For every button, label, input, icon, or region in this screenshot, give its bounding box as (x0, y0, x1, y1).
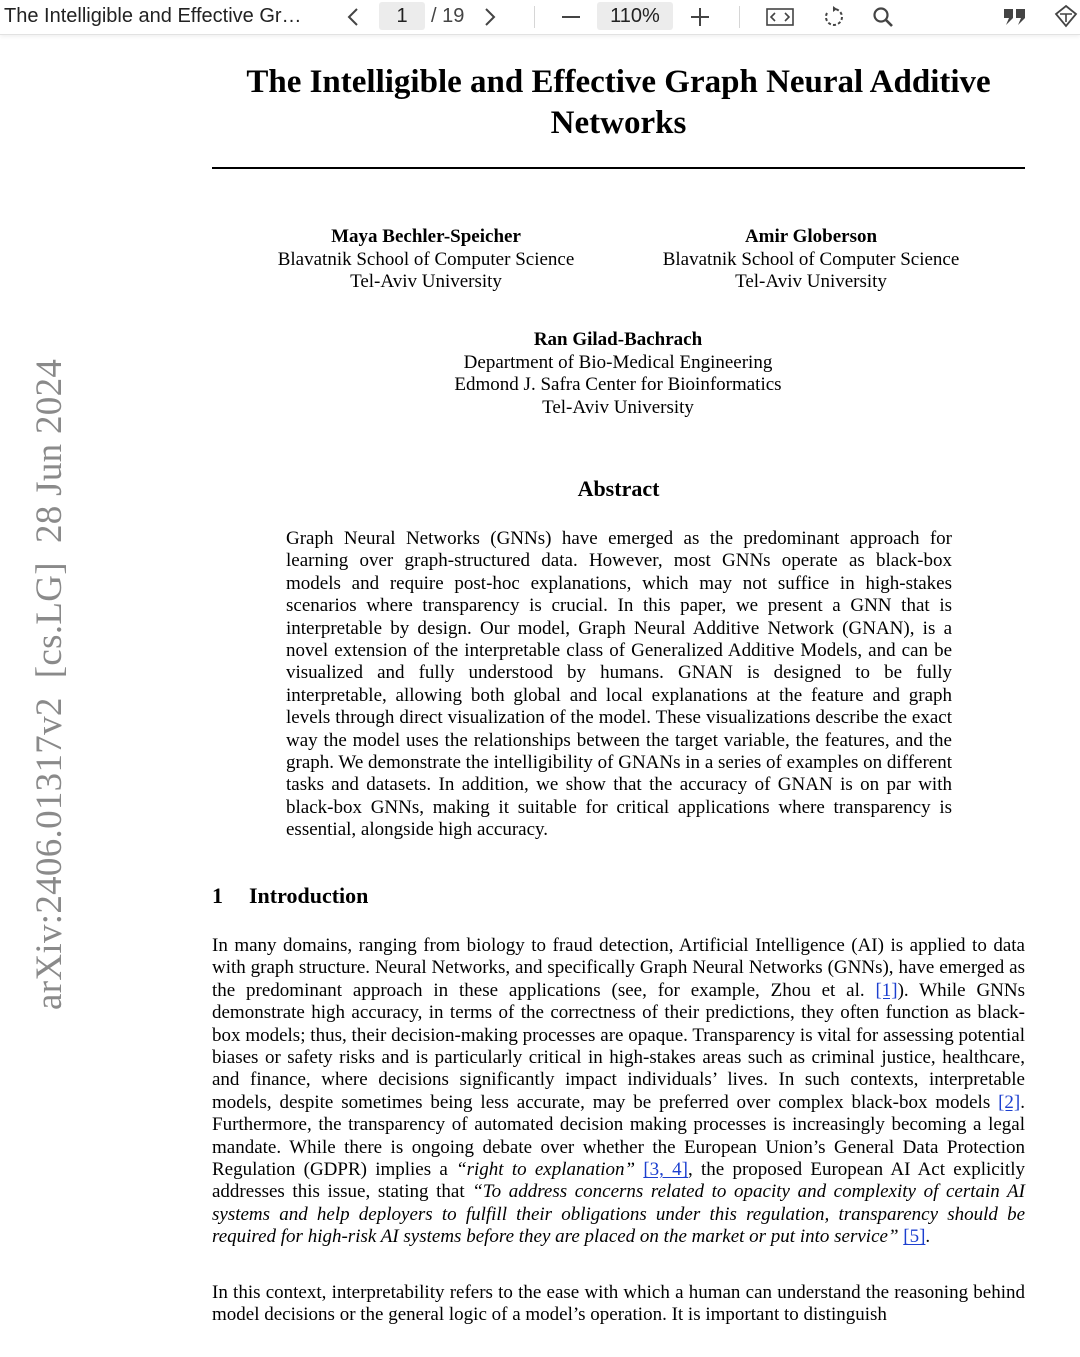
author-affiliation: Department of Bio-Medical Engineering (463, 351, 773, 373)
page-number-input[interactable] (379, 2, 425, 30)
author-name: Amir Globerson (744, 226, 878, 247)
fit-page-button[interactable] (766, 3, 794, 31)
author-name: Ran Gilad-Bachrach (533, 329, 703, 350)
paragraph-text: ). While GNNs demonstrate high accuracy, in terms of the correctness of their predictions, they often function as black-box models; thus, their decision-making processes are opaque. Transparency is vital for assessing potential biases or safety risks and is particularly critical in high-stakes areas such as criminal justice, healthcare, and finance, where decisions significantly impact individuals’ lives. In such contexts, interpretable models, despite sometimes being less accurate, may be preferred over complex black-box models (212, 979, 1026, 1113)
intro-paragraph: In this context, interpretability refers to the ease with which a human can understand the reasoning behind model decisions or the general logic of a model’s operation. It is important to distinguish (212, 1282, 1025, 1326)
section-number: 1 (212, 883, 223, 908)
page-total: / 19 (431, 5, 465, 27)
toolbar-divider (534, 6, 535, 28)
author-affiliation: Blavatnik School of Computer Science (662, 248, 960, 270)
paragraph-text: . Furthermore, the transparency of automated decision making processes is increasingly becoming a legal mandate. While there is ongoing debate over whether the European Union’s General Data Protection Regulation (GDPR) implies a (212, 1091, 1025, 1181)
citation-link[interactable]: [1] (875, 979, 898, 1001)
annotate-icon (1054, 4, 1078, 30)
comment-icon (1003, 7, 1027, 27)
quoted-phrase: “right to explanation” (456, 1159, 636, 1181)
search-button[interactable] (869, 3, 897, 31)
intro-paragraph (212, 935, 1025, 1249)
author-affiliation: Tel-Aviv University (735, 271, 887, 292)
author-affiliation: Edmond J. Safra Center for Bioinformatics (454, 374, 782, 395)
author-affiliation: Tel-Aviv University (542, 396, 694, 418)
abstract-text: Graph Neural Networks (GNNs) have emerged as the predominant approach for learning over graph-structured data. However, most GNNs operate as black-box models and require post-hoc explanations, which may not suffice in high-stakes scenarios where transparency is crucial. In this paper, we present a GNN that is interpretable by design. Our model, Graph Neural Additive Network (GNAN), is a novel extension of the interpretable class of Generalized Additive Models, and can be visualized and fully understood by humans. GNAN is designed to be fully interpretable, allowing both global and local explanations at the feature and graph levels through direct visualization of the model. These visualizations describe the exact way the model uses the relationships between the target variable, the features, and the graph. We demonstrate the intelligibility of GNANs in a series of examples on different tasks and datasets. In addition, we show that the accuracy of GNAN is on par with black-box GNNs, making it suitable for critical applications where transparency is essential, alongside high accuracy. (286, 528, 952, 841)
author-name: Maya Bechler-Speicher (331, 226, 521, 247)
rotate-button[interactable] (819, 3, 847, 31)
citation-link[interactable]: [2] (998, 1091, 1021, 1113)
rotate-icon (821, 5, 845, 29)
toolbar-divider (739, 6, 740, 28)
zoom-out-button[interactable] (557, 3, 585, 31)
author-affiliation: Tel-Aviv University (350, 271, 502, 292)
zoom-in-icon (689, 6, 711, 28)
author-block (236, 226, 616, 294)
paper-title: The Intelligible and Effective Graph Neural Additive Networks (246, 64, 991, 141)
zoom-in-button[interactable] (686, 3, 714, 31)
section-heading (212, 883, 368, 909)
zoom-level[interactable]: 110% (597, 2, 673, 30)
author-block (621, 226, 1001, 294)
paragraph-text: , the proposed European AI Act explicitly addresses this issue, stating that (212, 1159, 1026, 1203)
author-block (368, 329, 868, 419)
section-title: Introduction (249, 883, 369, 908)
next-page-button[interactable] (476, 3, 504, 31)
title-rule (212, 167, 1025, 169)
document-title: The Intelligible and Effective Gr… (4, 5, 302, 27)
fit-page-icon (766, 7, 794, 27)
citation-link[interactable]: [3, 4] (643, 1159, 689, 1181)
viewer-toolbar (0, 0, 1080, 35)
paragraph-text: In many domains, ranging from biology to fraud detection, Artificial Intelligence (AI) is applied to data with graph structure. Neural Networks, and specifically Graph Neural Networks (GNNs), have emerged as the predominant approach in these applications (see, for example, Zhou et al. (212, 935, 1025, 1001)
previous-page-button[interactable] (339, 3, 367, 31)
annotate-button[interactable] (1052, 3, 1080, 31)
chevron-right-icon (483, 7, 497, 27)
comment-button[interactable] (1001, 3, 1029, 31)
chevron-left-icon (346, 7, 360, 27)
zoom-out-icon (560, 6, 582, 28)
citation-link[interactable]: [5] (903, 1226, 926, 1248)
paragraph-text: . (925, 1226, 931, 1248)
search-icon (872, 6, 894, 28)
quoted-passage: “To address concerns related to opacity and complexity of certain AI systems and help deployers to fulfill their obligations under this regulation, transparency should be required for high-risk AI systems before they are placed on the market or put into service” (212, 1181, 1025, 1248)
abstract-heading: Abstract (577, 476, 660, 501)
author-affiliation: Blavatnik School of Computer Science (277, 248, 575, 270)
arxiv-identifier-stamp: arXiv:2406.01317v2 [cs.LG] 28 Jun 2024 (29, 358, 70, 1010)
